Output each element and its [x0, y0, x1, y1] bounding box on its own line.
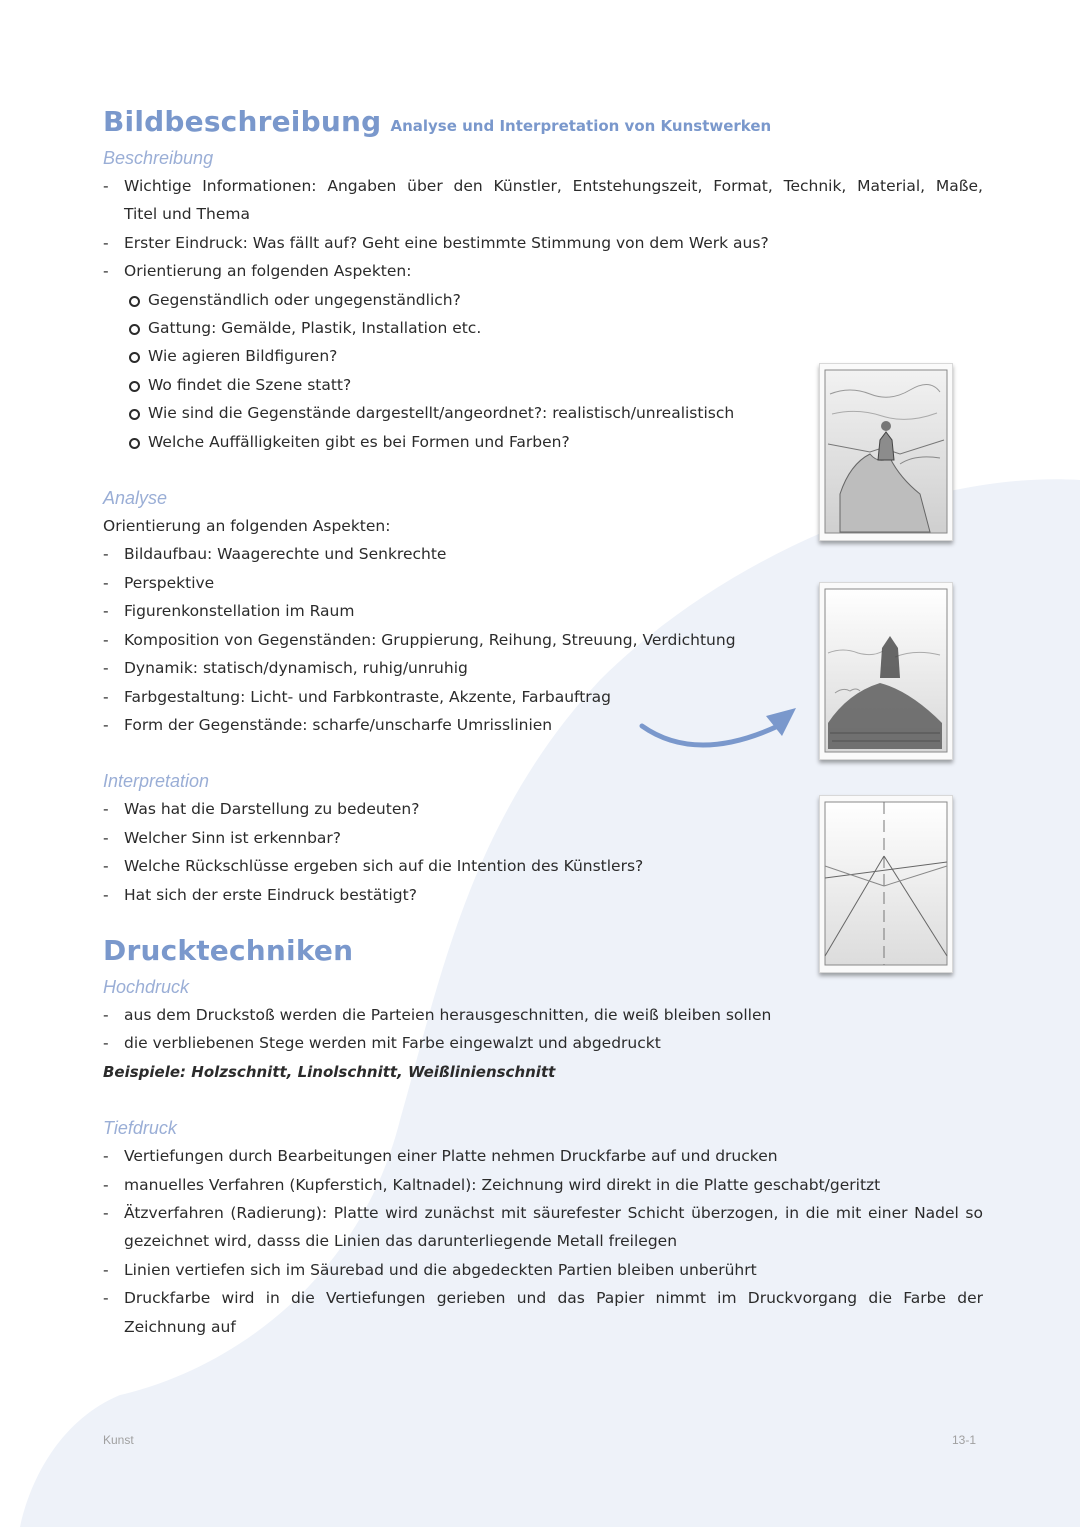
page-title: Bildbeschreibung	[103, 105, 382, 138]
list-item: - Figurenkonstellation im Raum	[103, 597, 983, 625]
list-item: - Farbgestaltung: Licht- und Farbkontraste, Akzente, Farbauftrag	[103, 683, 983, 711]
list-item: - Erster Eindruck: Was fällt auf? Geht eine bestimmte Stimmung von dem Werk aus?	[103, 229, 983, 257]
examples-line: Beispiele: Holzschnitt, Linolschnitt, Weißlinienschnitt	[103, 1062, 556, 1081]
list-item: - Druckfarbe wird in die Vertiefungen gerieben und das Papier nimmt im Druckvorgang die Farbe der	[103, 1284, 983, 1312]
sub-list-item: Wie agieren Bildfiguren?	[103, 342, 983, 370]
curved-arrow-icon	[636, 700, 806, 760]
list-item: - Welcher Sinn ist erkennbar?	[103, 824, 983, 852]
list-item: - Ätzverfahren (Radierung): Platte wird zunächst mit säurefester Schicht überzogen, in die mit einer Nadel so	[103, 1199, 983, 1227]
sub-list-item: Wo findet die Szene statt?	[103, 371, 983, 399]
list-item-continuation: Titel und Thema	[124, 205, 250, 224]
list-item: - Bildaufbau: Waagerechte und Senkrechte	[103, 540, 983, 568]
list-item-continuation: Zeichnung auf	[124, 1317, 236, 1336]
section-heading-interpretation: Interpretation	[103, 771, 210, 792]
list-item: - Komposition von Gegenständen: Gruppierung, Reihung, Streuung, Verdichtung	[103, 626, 983, 654]
page-subtitle: Analyse und Interpretation von Kunstwerken	[390, 117, 772, 135]
list-item: - die verbliebenen Stege werden mit Farbe eingewalzt und abgedruckt	[103, 1029, 983, 1057]
list-item: - Orientierung an folgenden Aspekten:	[103, 257, 983, 285]
title-row	[103, 100, 983, 144]
analyse-intro: Orientierung an folgenden Aspekten:	[103, 517, 391, 536]
drucktechniken-title: Drucktechniken	[103, 933, 354, 967]
list-item: - aus dem Druckstoß werden die Parteien herausgeschnitten, die weiß bleiben sollen	[103, 1001, 983, 1029]
list-item: - Dynamik: statisch/dynamisch, ruhig/unruhig	[103, 654, 983, 682]
list-item: - Was hat die Darstellung zu bedeuten?	[103, 795, 983, 823]
sub-list-item: Welche Auffälligkeiten gibt es bei Formen und Farben?	[103, 428, 983, 456]
section-heading-tiefdruck: Tiefdruck	[103, 1118, 177, 1139]
section-heading-beschreibung: Beschreibung	[103, 148, 214, 168]
wanderer-sketch-image	[820, 364, 952, 540]
list-item-continuation: gezeichnet wird, dasss die Linien das darunterliegende Metall freilegen	[124, 1232, 678, 1251]
sub-list-item: Wie sind die Gegenstände dargestellt/angeordnet?: realistisch/unrealistisch	[103, 399, 983, 427]
list-item: - Hat sich der erste Eindruck bestätigt?	[103, 881, 983, 909]
sketch-thumbnail-perspective	[819, 795, 953, 973]
list-item: - Form der Gegenstände: scharfe/unscharfe Umrisslinien	[103, 711, 983, 739]
footer-page-number: 13-1	[952, 1433, 977, 1447]
list-item: - Welche Rückschlüsse ergeben sich auf die Intention des Künstlers?	[103, 852, 983, 880]
sub-list-item: Gegenständlich oder ungegenständlich?	[103, 286, 983, 314]
list-item: - Perspektive	[103, 569, 983, 597]
sketch-thumbnail-rock	[819, 582, 953, 760]
rock-sketch-image	[820, 583, 952, 759]
footer-subject: Kunst	[103, 1433, 134, 1447]
list-item: - manuelles Verfahren (Kupferstich, Kaltnadel): Zeichnung wird direkt in die Platte geschabt/geritzt	[103, 1171, 983, 1199]
list-item: - Linien vertiefen sich im Säurebad und die abgedeckten Partien bleiben unberührt	[103, 1256, 983, 1284]
perspective-sketch-image	[820, 796, 952, 972]
section-heading-hochdruck: Hochdruck	[103, 976, 190, 997]
list-item: - Wichtige Informationen: Angaben über den Künstler, Entstehungszeit, Format, Technik, Material, Maße,	[103, 172, 983, 200]
sketch-thumbnail-wanderer	[819, 363, 953, 541]
sub-list-item: Gattung: Gemälde, Plastik, Installation etc.	[103, 314, 983, 342]
section-heading-analyse: Analyse	[103, 488, 168, 509]
list-item: - Vertiefungen durch Bearbeitungen einer Platte nehmen Druckfarbe auf und drucken	[103, 1142, 983, 1170]
